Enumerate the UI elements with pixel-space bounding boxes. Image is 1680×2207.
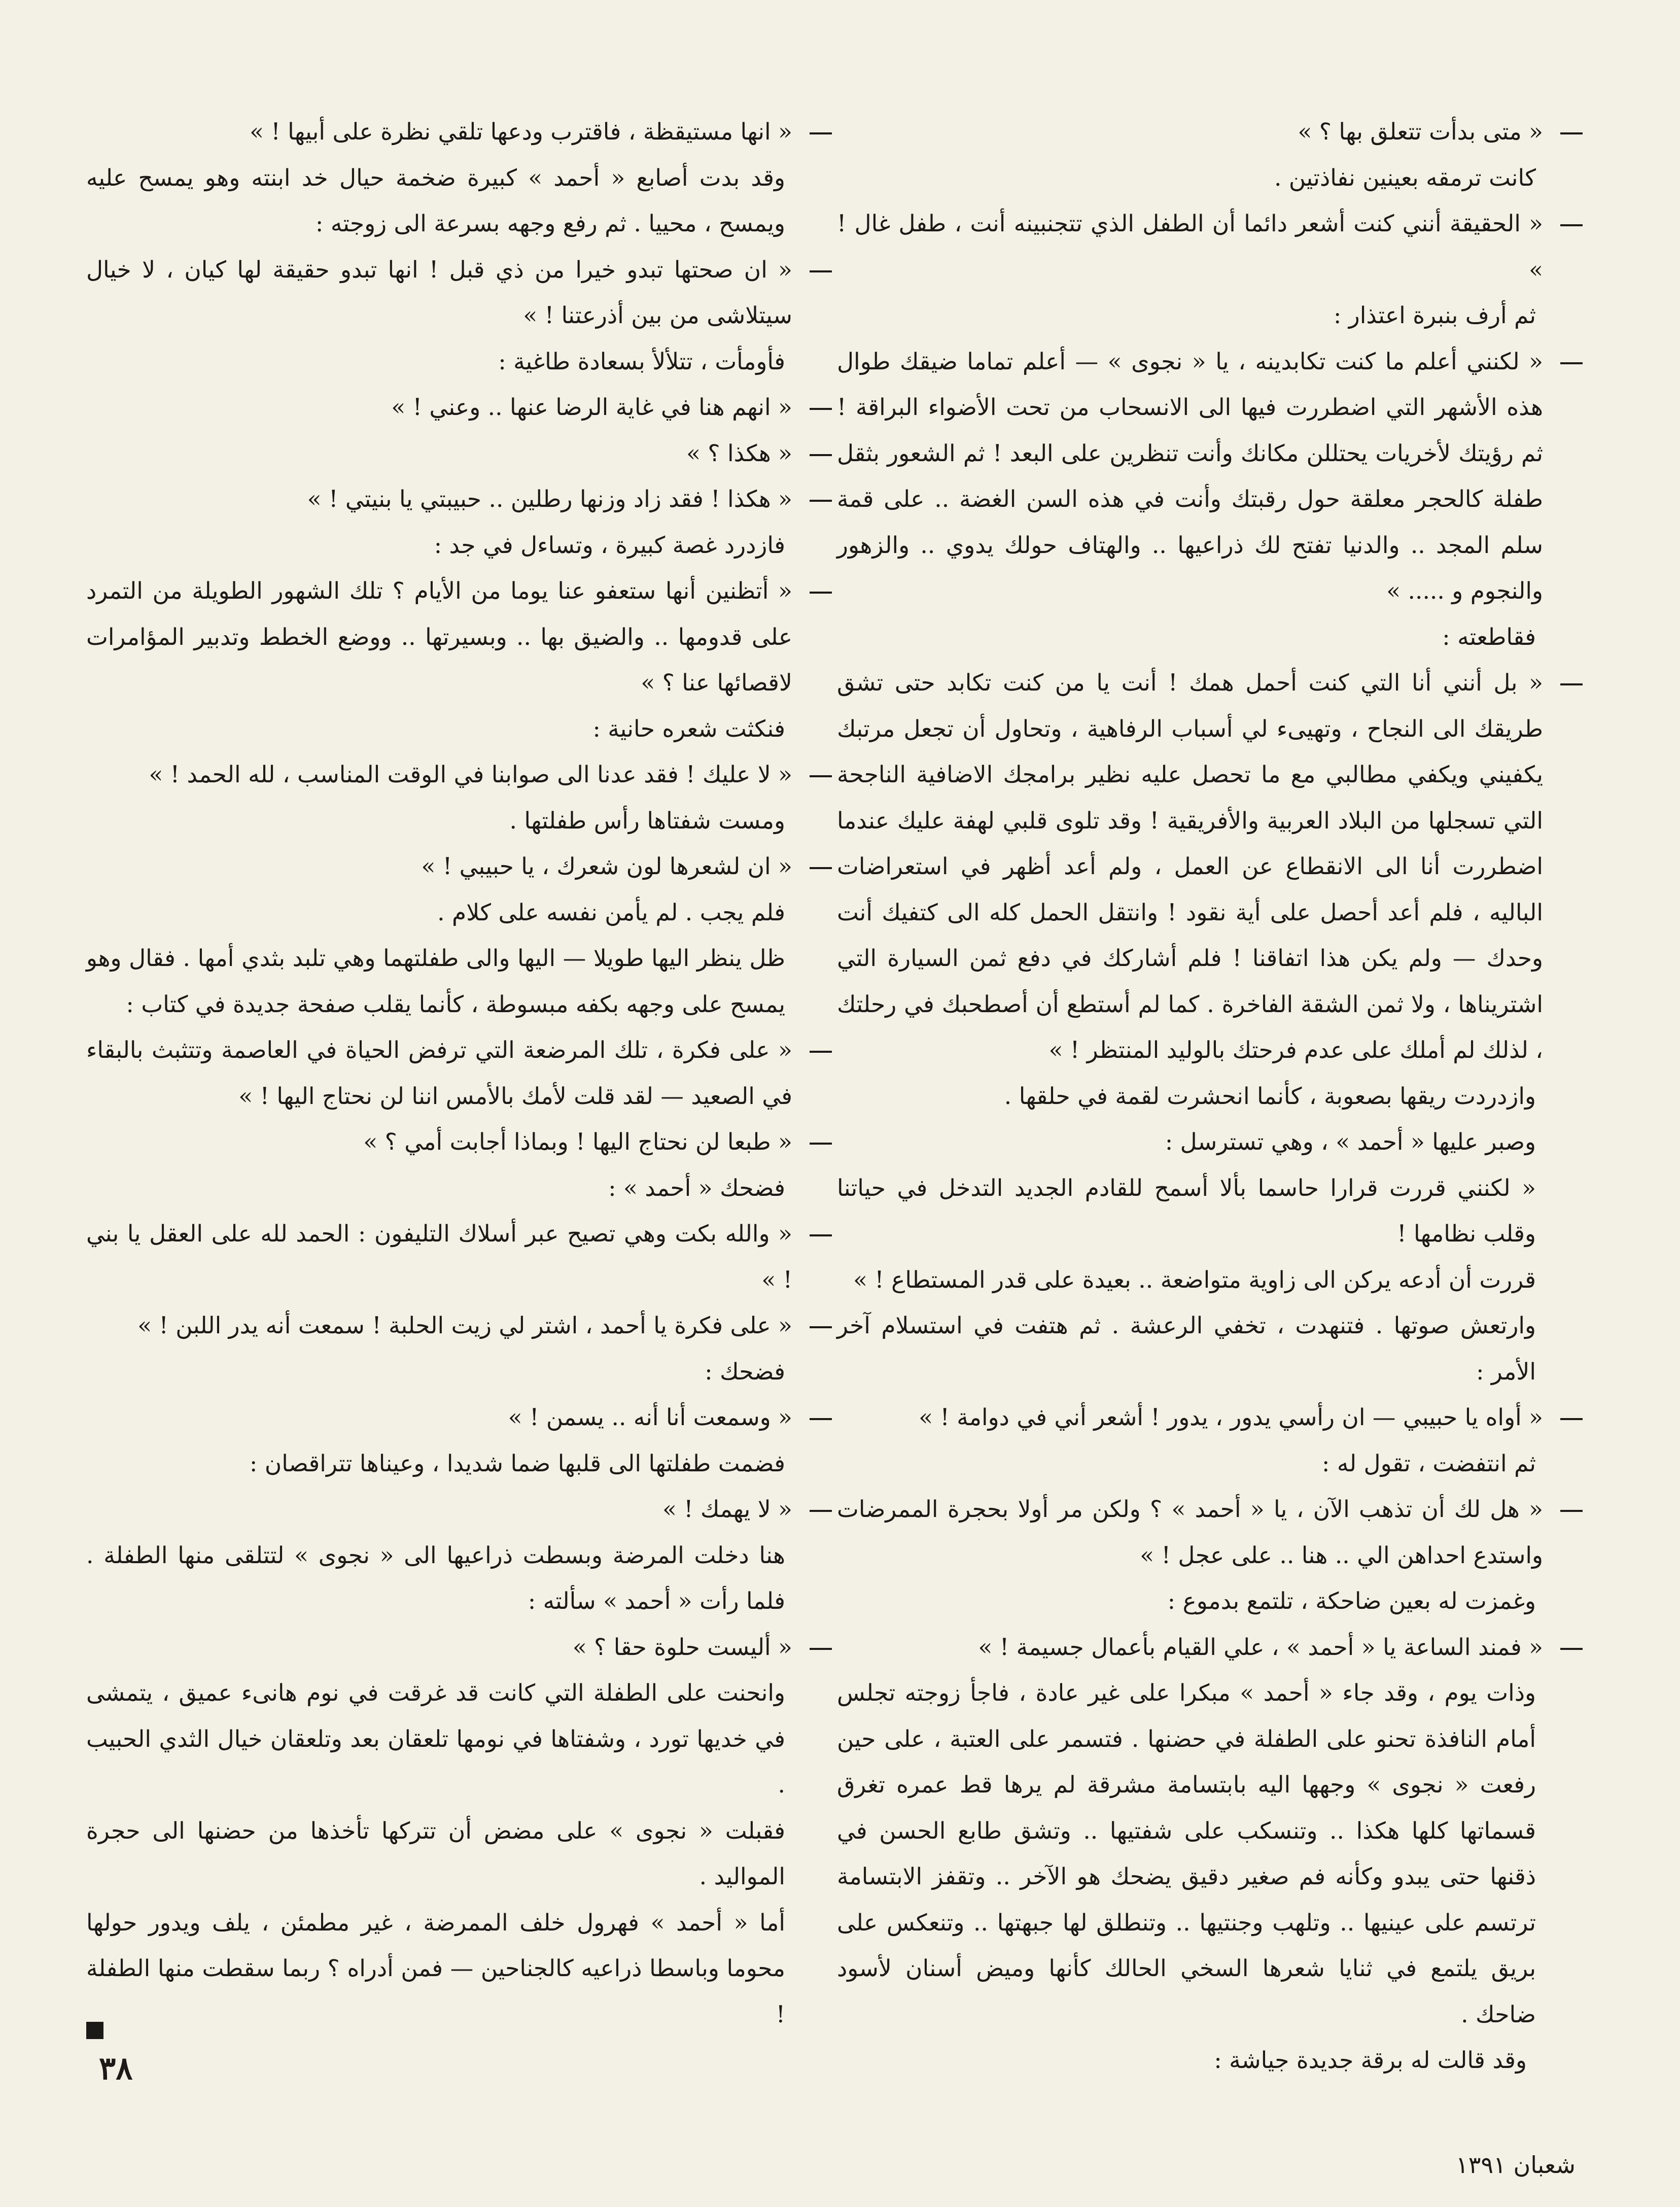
narration-paragraph: فازدرد غصة كبيرة ، وتساءل في جد : [434, 531, 785, 559]
narration-paragraph: فأومأت ، تتلألأ بسعادة طاغية : [498, 348, 785, 375]
dialogue-paragraph: « على فكرة يا أحمد ، اشتر لي زيت الحلبة ! سمعت أنه يدر اللبن ! » [86, 1303, 832, 1349]
dialogue-paragraph: « لكنني أعلم ما كنت تكابدينه ، يا « نجوى » — أعلم تماما ضيقك طوال هذه الأشهر التي اضطررت فيها الى الانسحاب من تحت الأضواء البراقة ! ثم رؤيتك لأخريات يحتللن مكانك وأنت تنظرين على البعد ! ثم الشعور بثقل طفلة كالحجر معلقة حول رقبتك وأنت في هذه السن الغضة .. على قمة سلم المجد .. والدنيا تفتح لك ذراعيها .. والهتاف حولك يدوي .. والزهور والنجوم و ..... » [837, 339, 1583, 614]
narration-paragraph: وقد بدت أصابع « أحمد » كبيرة ضخمة حيال خد ابنته وهو يمسح عليه ويمسح ، محييا . ثم رفع وجهه بسرعة الى زوجته : [86, 164, 785, 237]
narration-paragraph: أما « أحمد » فهرول خلف الممرضة ، غير مطمئن ، يلف ويدور حولها محوما وباسطا ذراعيه كالجناحين — فمن أدراه ؟ ربما سقطت منها الطفلة ! [86, 1909, 785, 2028]
dialogue-paragraph: « ان لشعرها لون شعرك ، يا حبيبي ! » [86, 844, 832, 890]
left-text-column [86, 109, 832, 2038]
dialogue-paragraph: « طبعا لن نحتاج اليها ! وبماذا أجابت أمي ؟ » [86, 1119, 832, 1165]
narration-paragraph: ثم أرف بنبرة اعتذار : [1334, 302, 1536, 329]
dialogue-paragraph: « أليست حلوة حقا ؟ » [86, 1625, 832, 1671]
dialogue-paragraph: « انها مستيقظة ، فاقترب ودعها تلقي نظرة على أبيها ! » [86, 109, 832, 155]
dialogue-paragraph: « هكذا ؟ » [86, 431, 832, 477]
end-of-story-mark [86, 2022, 103, 2039]
narration-paragraph: وصبر عليها « أحمد » ، وهي تسترسل : [1165, 1128, 1536, 1155]
dialogue-paragraph: « لا عليك ! فقد عدنا الى صوابنا في الوقت المناسب ، لله الحمد ! » [86, 752, 832, 798]
narration-paragraph: فقاطعته : [1442, 623, 1536, 650]
narration-paragraph: « لكنني قررت قرارا حاسما بألا أسمح للقادم الجديد التدخل في حياتنا وقلب نظامها ! [837, 1174, 1536, 1247]
dialogue-paragraph: « أواه يا حبيبي — ان رأسي يدور ، يدور ! أشعر أني في دوامة ! » [837, 1395, 1583, 1441]
dialogue-paragraph: « الحقيقة أنني كنت أشعر دائما أن الطفل الذي تتجنبينه أنت ، طفل غال ! » [837, 201, 1583, 293]
narration-paragraph: فضحك : [705, 1358, 785, 1385]
narration-paragraph: ثم انتفضت ، تقول له : [1322, 1450, 1536, 1477]
dialogue-paragraph: « والله بكت وهي تصيح عبر أسلاك التليفون : الحمد لله على العقل يا بني ! » [86, 1211, 832, 1303]
dialogue-paragraph: « بل أنني أنا التي كنت أحمل همك ! أنت يا من كنت تكابد حتى تشق طريقك الى النجاح ، وتهيىء لي أسباب الرفاهية ، وتحاول أن تجعل مرتبك يكفيني ويكفي مطالبي مع ما تحصل عليه نظير برامجك الاضافية الناجحة التي تسجلها من البلاد العربية والأفريقية ! وقد تلوى قلبي لهفة عليك عندما اضطررت أنا الى الانقطاع عن العمل ، ولم أعد أظهر في استعراضات الباليه ، فلم أعد أحصل على أية نقود ! وانتقل الحمل كله الى كتفيك أنت وحدك — ولم يكن هذا اتفاقنا ! فلم أشاركك في دفع ثمن السيارة التي اشتريناها ، ولا ثمن الشقة الفاخرة . كما لم أستطع أن أصطحبك في رحلتك ، لذلك لم أملك على عدم فرحتك بالوليد المنتظر ! » [837, 660, 1583, 1074]
narration-paragraph: فضحك « أحمد » : [608, 1174, 785, 1201]
dialogue-paragraph: « ان صحتها تبدو خيرا من ذي قبل ! انها تبدو حقيقة لها كيان ، لا خيال سيتلاشى من بين أذرعتنا ! » [86, 247, 832, 339]
narration-paragraph: فلم يجب . لم يأمن نفسه على كلام . [437, 899, 785, 926]
right-text-column [837, 109, 1583, 2084]
narration-paragraph: كانت ترمقه بعينين نفاذتين . [1274, 164, 1536, 191]
narration-paragraph: هنا دخلت المرضة وبسطت ذراعيها الى « نجوى » لتتلقى منها الطفلة . فلما رأت « أحمد » سألته : [86, 1541, 785, 1614]
narration-paragraph: وقد قالت له برقة جديدة جياشة : [1214, 2047, 1527, 2074]
dialogue-paragraph: « وسمعت أنا أنه .. يسمن ! » [86, 1395, 832, 1441]
narration-paragraph: ومست شفتاها رأس طفلتها . [509, 807, 785, 834]
narration-paragraph: وازدردت ريقها بصعوبة ، كأنما انحشرت لقمة في حلقها . [1004, 1082, 1536, 1110]
dialogue-paragraph: « متى بدأت تتعلق بها ؟ » [837, 109, 1583, 155]
narration-paragraph: وانحنت على الطفلة التي كانت قد غرقت في نوم هانىء عميق ، يتمشى في خديها تورد ، وشفتاها في نومها تلعقان بعد وتلعقان خيال الثدي الحبيب . [86, 1679, 785, 1798]
dialogue-paragraph: « لا يهمك ! » [86, 1487, 832, 1533]
narration-paragraph: ظل ينظر اليها طويلا — اليها والى طفلتهما وهي تلبد بثدي أمها . فقال وهو يمسح على وجهه بكفه مبسوطة ، كأنما يقلب صفحة جديدة في كتاب : [86, 945, 785, 1018]
page-number: ٣٨ [99, 2050, 133, 2087]
dialogue-paragraph: « انهم هنا في غاية الرضا عنها .. وعني ! » [86, 385, 832, 431]
narration-paragraph: وارتعش صوتها . فتنهدت ، تخفي الرعشة . ثم هتفت في استسلام آخر الأمر : [837, 1312, 1536, 1385]
dialogue-paragraph: « على فكرة ، تلك المرضعة التي ترفض الحياة في العاصمة وتتثبث بالبقاء في الصعيد — لقد قلت لأمك بالأمس اننا لن نحتاج اليها ! » [86, 1027, 832, 1119]
dialogue-paragraph: « هل لك أن تذهب الآن ، يا « أحمد » ؟ ولكن مر أولا بحجرة الممرضات واستدع احداهن الي .. هنا .. على عجل ! » [837, 1487, 1583, 1578]
narration-paragraph: فقبلت « نجوى » على مضض أن تتركها تأخذها من حضنها الى حجرة المواليد . [86, 1817, 785, 1890]
dialogue-paragraph: « هكذا ! فقد زاد وزنها رطلين .. حبيبتي يا بنيتي ! » [86, 476, 832, 523]
narration-paragraph: فضمت طفلتها الى قلبها ضما شديدا ، وعيناها تتراقصان : [250, 1450, 785, 1477]
dialogue-paragraph: « فمند الساعة يا « أحمد » ، علي القيام بأعمال جسيمة ! » [837, 1625, 1583, 1671]
dialogue-paragraph: « أتظنين أنها ستعفو عنا يوما من الأيام ؟ تلك الشهور الطويلة من التمرد على قدومها .. والضيق بها .. وبسيرتها .. ووضع الخطط وتدبير المؤامرات لاقصائها عنا ؟ » [86, 568, 832, 706]
issue-date: شعبان ١٣٩١ [1456, 2151, 1576, 2179]
narration-paragraph: قررت أن أدعه يركن الى زاوية متواضعة .. بعيدة على قدر المستطاع ! » [853, 1266, 1536, 1293]
narration-paragraph: فنكثت شعره حانية : [592, 715, 785, 742]
narration-paragraph: وذات يوم ، وقد جاء « أحمد » مبكرا على غير عادة ، فاجأ زوجته تجلس أمام النافذة تحنو على الطفلة في حضنها . فتسمر على العتبة ، على حين رفعت « نجوى » وجهها اليه بابتسامة مشرقة لم يرها قط عمره تغرق قسماتها كلها هكذا .. وتنسكب على شفتيها .. وتشق طابع الحسن في ذقنها حتى يبدو وكأنه فم صغير دقيق يضحك هو الآخر .. وتقفز الابتسامة ترتسم على عينيها .. وتلهب وجنتيها .. وتنطلق لها جبهتها .. وتنعكس على بريق يلتمع في ثنايا شعرها السخي الحالك كأنها وميض أسنان لأسود ضاحك . [837, 1679, 1536, 2028]
narration-paragraph: وغمزت له بعين ضاحكة ، تلتمع بدموع : [1167, 1588, 1536, 1614]
